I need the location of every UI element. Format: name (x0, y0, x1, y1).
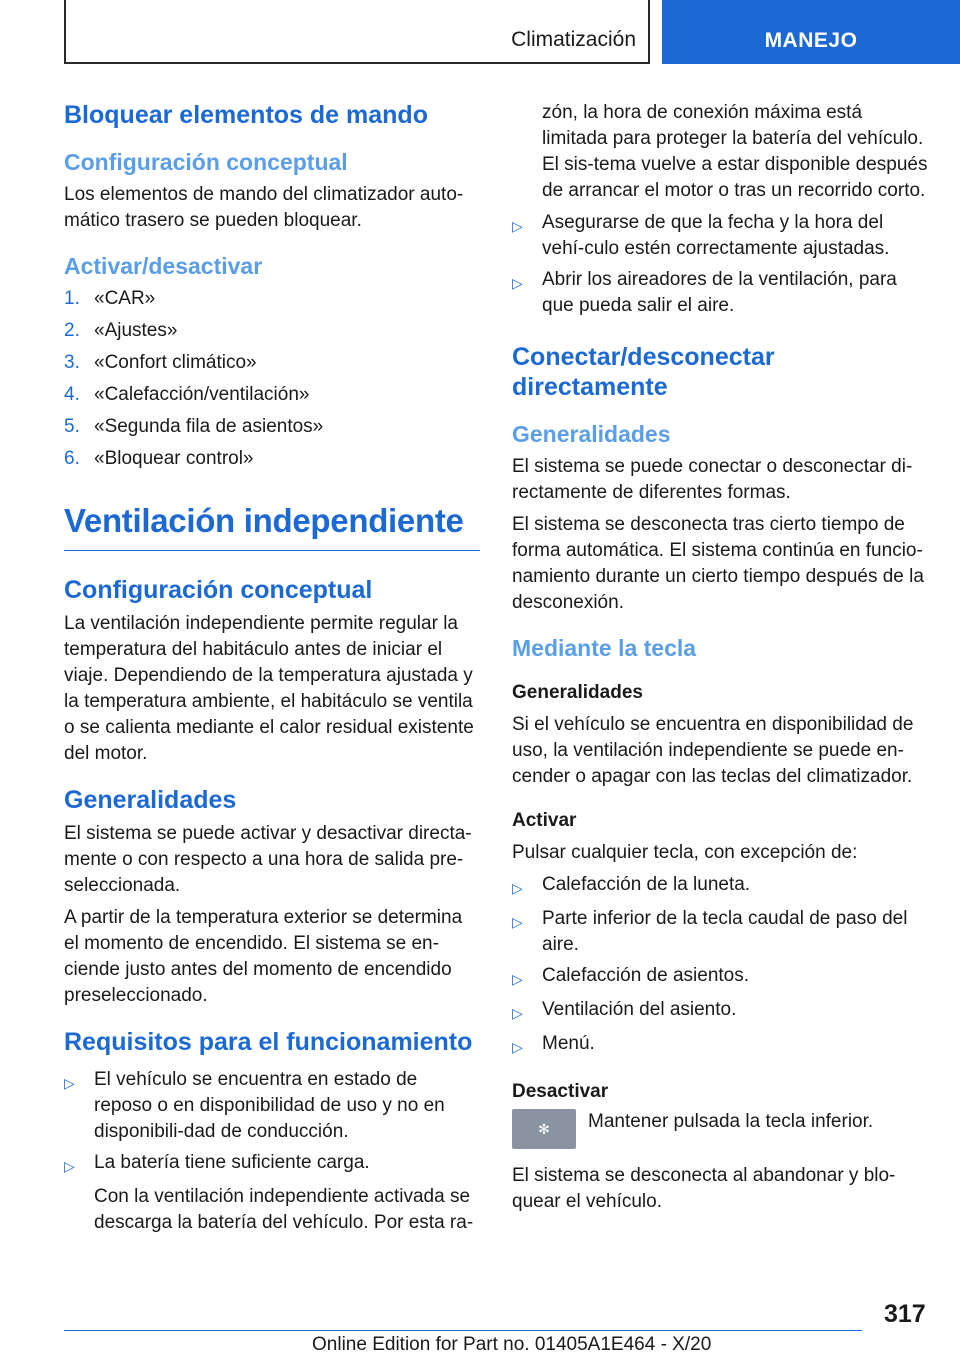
heading-desactivar: Desactivar (512, 1081, 609, 1102)
step-text: «Calefacción/ventilación» (94, 384, 310, 405)
section-title-directo: Conectar/desconectar directamente (512, 343, 775, 401)
list-item-text: Calefacción de asientos. (542, 965, 750, 986)
list-item (64, 318, 480, 344)
step-number: 2. (64, 320, 80, 341)
list-item (512, 906, 928, 958)
list-item-text: Calefacción de la luneta. (542, 874, 751, 895)
subtitle-requisitos: Requisitos para el funcionamiento (64, 1028, 473, 1056)
list-item (64, 1150, 480, 1179)
list-item (512, 1031, 928, 1060)
list-item-text: Menú. (542, 1033, 595, 1054)
step-number: 6. (64, 448, 80, 469)
conf-text: Los elementos de mando del climatizador auto-mático trasero se pueden bloquear. (64, 184, 464, 231)
requirements-list (64, 1067, 480, 1179)
list-item (64, 414, 480, 440)
right-column (512, 100, 928, 1215)
subtitle-activar: Activar/desactivar (64, 253, 263, 279)
header-chapter-tab[interactable]: MANEJO (662, 0, 960, 64)
triangle-bullet-icon: ▷ (512, 1005, 523, 1021)
continued-text: zón, la hora de conexión máxima está limitada para proteger la batería del vehículo. El sis-tema vuelve a estar disponible después de arrancar el motor o tras un recorrido corto. (542, 102, 928, 201)
list-item-text: Ventilación del asiento. (542, 999, 737, 1020)
list-item-text: Parte inferior de la tecla caudal de paso del aire. (542, 908, 908, 955)
desactivar-row (512, 1109, 928, 1149)
subtitle-conf: Configuración conceptual (64, 149, 348, 175)
list-item-text: La batería tiene suficiente carga. (94, 1152, 370, 1173)
list-item (64, 446, 480, 472)
step-number: 5. (64, 416, 80, 437)
triangle-bullet-icon: ▷ (512, 880, 523, 896)
subtitle-generalidades: Generalidades (64, 786, 237, 814)
conf2-text: La ventilación independiente permite regular la temperatura del habitáculo antes de iniciar el viaje. Dependiendo de la temperatura ajustada y la temperatura ambiente, el habitáculo se ventila o se calienta mediante el calor residual existente del motor. (64, 613, 474, 764)
step-number: 1. (64, 288, 80, 309)
list-item-text: Abrir los aireadores de la ventilación, para que pueda salir el aire. (542, 269, 897, 316)
list-item (512, 267, 928, 319)
step-number: 4. (64, 384, 80, 405)
page-number: 317 (884, 1300, 926, 1328)
step-text: «CAR» (94, 288, 156, 309)
tecla-text: Si el vehículo se encuentra en disponibilidad de uso, la ventilación independiente se puede en-cender o apagar con las teclas del climatizador. (512, 714, 914, 787)
step-text: «Confort climático» (94, 352, 257, 373)
subtitle-generalidades-right: Generalidades (512, 421, 671, 447)
list-item (64, 350, 480, 376)
triangle-bullet-icon: ▷ (512, 1039, 523, 1055)
triangle-bullet-icon: ▷ (64, 1158, 75, 1174)
step-text: «Segunda fila de asientos» (94, 416, 324, 437)
activar-text: Pulsar cualquier tecla, con excepción de: (512, 842, 858, 863)
heading-generalidades-tecla: Generalidades (512, 682, 643, 703)
right-gen-paragraph-2: El sistema se desconecta tras cierto tiempo de forma automática. El sistema continúa en funcio-namiento durante un cierto tiempo después de la desconexión. (512, 514, 924, 613)
list-item (64, 382, 480, 408)
right-list (512, 210, 928, 319)
final-text: El sistema se desconecta al abandonar y blo-quear el vehículo. (512, 1165, 896, 1212)
triangle-bullet-icon: ▷ (512, 971, 523, 987)
list-item (64, 286, 480, 312)
list-item (512, 872, 928, 901)
header-section-title: Climatización (511, 28, 636, 51)
footer-divider (64, 1330, 862, 1331)
req-note: Con la ventilación independiente activada se descarga la batería del vehículo. Por esta ra- (94, 1186, 474, 1233)
triangle-bullet-icon: ▷ (512, 218, 523, 234)
list-item (512, 963, 928, 992)
subtitle-tecla: Mediante la tecla (512, 635, 697, 661)
step-text: «Bloquear control» (94, 448, 254, 469)
footer-edition: Online Edition for Part no. 01405A1E464 - X/20 (312, 1334, 712, 1355)
steps-list (64, 286, 480, 472)
gen-paragraph-2: A partir de la temperatura exterior se determina el momento de encendido. El sistema se en-ciende justo antes del momento de encendido preseleccionado. (64, 907, 463, 1006)
list-item (512, 997, 928, 1026)
gen-paragraph-1: El sistema se puede activar y desactivar directa-mente o con respecto a una hora de salida pre-seleccionada. (64, 823, 472, 896)
step-text: «Ajustes» (94, 320, 178, 341)
heading-activar: Activar (512, 810, 577, 831)
list-item-text: Asegurarse de que la fecha y la hora del vehí-culo estén correctamente ajustadas. (542, 212, 890, 259)
step-number: 3. (64, 352, 80, 373)
desactivar-text: Mantener pulsada la tecla inferior. (588, 1111, 874, 1132)
section-title-bloquear: Bloquear elementos de mando (64, 101, 428, 129)
triangle-bullet-icon: ▷ (512, 914, 523, 930)
triangle-bullet-icon: ▷ (64, 1075, 75, 1091)
activar-exceptions-list (512, 872, 928, 1060)
triangle-bullet-icon: ▷ (512, 275, 523, 291)
fan-off-key-icon: ✻ (512, 1109, 576, 1149)
right-gen-paragraph-1: El sistema se puede conectar o desconectar di-rectamente de diferentes formas. (512, 456, 913, 503)
list-item (64, 1067, 480, 1145)
left-column (64, 100, 480, 1236)
subtitle-conf2: Configuración conceptual (64, 576, 373, 604)
list-item-text: El vehículo se encuentra en estado de reposo o en disponibilidad de uso y no en disponibili-dad de conducción. (94, 1069, 445, 1142)
list-item (512, 210, 928, 262)
chapter-title-ventilacion: Ventilación independiente (64, 502, 480, 551)
